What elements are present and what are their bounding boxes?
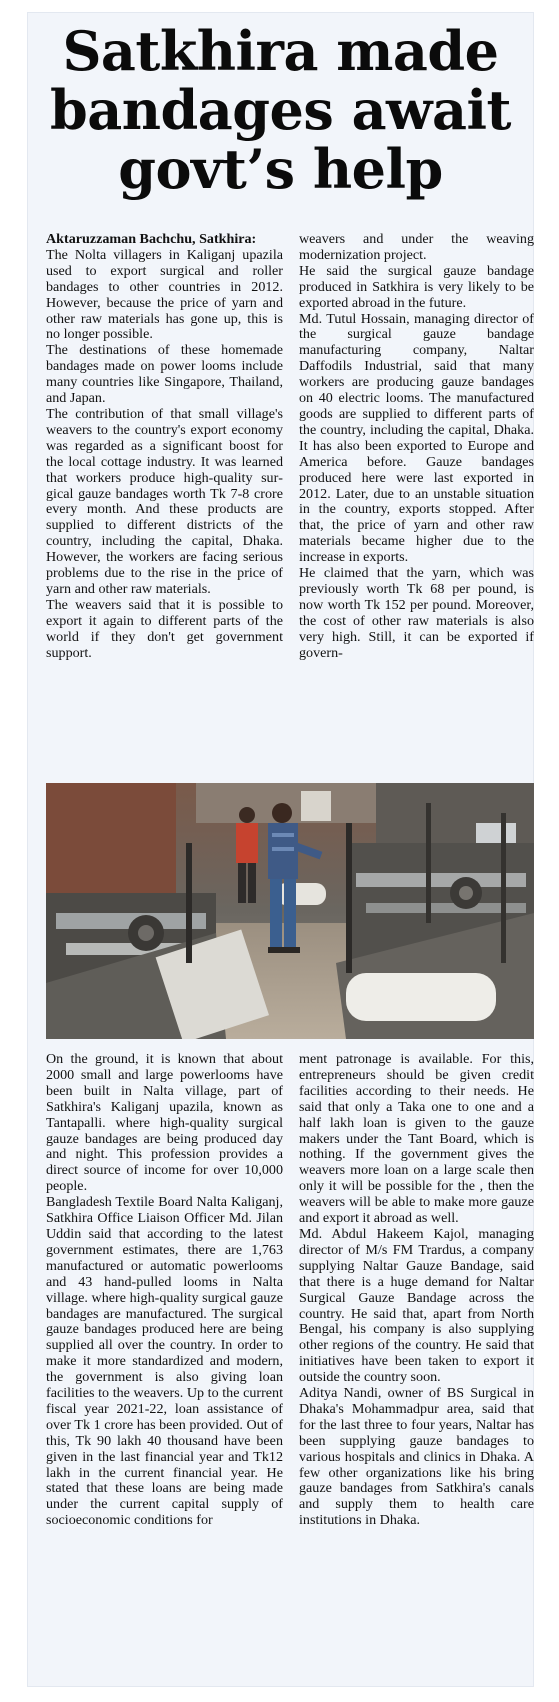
paragraph: Aditya Nandi, owner of BS Surgical in Dhaka's Mohammadpur area, said that for the last three to four years, Naltar has been supplying gauze bandages to various hospitals and clinics in Dhaka. A few other organizations like his bring gauze bandages from Satkhira's canals and supply them to health care institutions in Dhaka. [299, 1385, 534, 1529]
paragraph: weavers and under the weaving modernization project. [299, 231, 534, 263]
loom-workshop-illustration [46, 783, 534, 1039]
paragraph: ment patronage is available. For this, entrepreneurs should be given credit facilities according to their needs. He said that only a Taka one to one and a half lakh loan is given to the gauze makers under the Tant Board, which is nothing. If the government gives the weavers more loan on a large scale then only it will be possible for the , then the weavers will be able to make more gauze and export it abroad as well. [299, 1051, 534, 1227]
paragraph: He said the surgical gauze bandage produced in Satkhira is very likely to be exported abroad in the future. [299, 262, 534, 311]
article-column-1 [46, 232, 283, 661]
paragraph: The destinations of these homemade bandages made on power looms include many countries like Singapore, Thailand, and Japan. [46, 342, 283, 407]
paragraph: The weavers said that it is possible to export it again to different parts of the world if they don't get government support. [46, 596, 283, 661]
paragraph: The Nolta villagers in Kaliganj upazila used to export surgical and roller bandages to other countries in 2012. However, because the price of yarn and other raw materials has gone up, this is no longer possible. [46, 246, 283, 343]
paragraph: Md. Tutul Hossain, managing director of the surgical gauze bandage manufacturing company, Naltar Daffodils Industrial, said that many workers are producing gauze bandages on 40 electric looms. The manufactured goods are supplied to different parts of the country, including the capital, Dhaka. It has also been exported to Europe and America before. Gauze bandages produced here were last exported in 2012. Later, due to an unstable situation in the country, exports stopped. After that, the price of yarn and other raw materials became higher due to the increase in exports. [299, 310, 534, 566]
article-column-4 [299, 1052, 534, 1529]
headline [28, 19, 533, 201]
article-column-2 [299, 232, 534, 661]
paragraph: On the ground, it is known that about 2000 small and large powerlooms have been built in Nalta village, part of Satkhira's Kaliganj upazila, known as Tantapalli. where high-quality surgical gauze bandages are being produced day and night. This profession provides a direct source of income for over 10,000 people. [46, 1051, 283, 1195]
headline-line-1: Satkhira made [62, 19, 499, 83]
headline-line-2: bandages await [50, 78, 511, 142]
byline: Aktaruzzaman Bachchu, Satkhira: [46, 231, 257, 247]
paragraph: He claimed that the yarn, which was previously worth Tk 68 per pound, is now worth Tk 152 per pound. Moreover, the cost of other raw materials is also very high. Still, it can be exported if govern- [299, 565, 534, 661]
paragraph: Bangladesh Textile Board Nalta Kaliganj, Satkhira Office Liaison Officer Md. Jilan Uddin said that according to the latest government estimates, there are 1,763 manufactured or automatic powerlooms and 43 hand-pulled looms in Nalta village. where high-quality surgical gauze bandages are manufactured. The surgical gauze bandages produced here are being supplied all over the country. In order to make it more standardized and modern, the government is also giving loan facilities to the weavers. Up to the current fiscal year 2021-22, loan assistance of over Tk 1 crore has been provided. Out of this, Tk 90 lakh 40 thousand have been given in the last financial year and Tk12 lakh in the current financial year. He stated that these loans are being made under the current capital supply of socioeconomic conditions for [46, 1194, 283, 1529]
weaving-loom-photo [46, 783, 534, 1039]
headline-line-3: govt’s help [118, 137, 443, 201]
paragraph: Md. Abdul Hakeem Kajol, managing director of M/s FM Trardus, a company supplying Naltar Gauze Bandage, said that there is a huge demand for Naltar Surgical Gauze Bandage across the country. He said that, apart from North Bengal, his company is also supplying other regions of the country. He said that initiatives have been taken to export it outside the country soon. [299, 1225, 534, 1386]
article-column-3 [46, 1052, 283, 1529]
paragraph: The contribution of that small village's weavers to the country's export economy was regarded as a significant boost for the local cottage industry. It was learned that workers produce high-quality surgical gauze bandages worth Tk 7-8 crore every month. And these products are supplied to different districts of the country, including the capital, Dhaka. However, the workers are facing serious problems due to the rise in the price of yarn and other raw materials. [46, 405, 283, 597]
